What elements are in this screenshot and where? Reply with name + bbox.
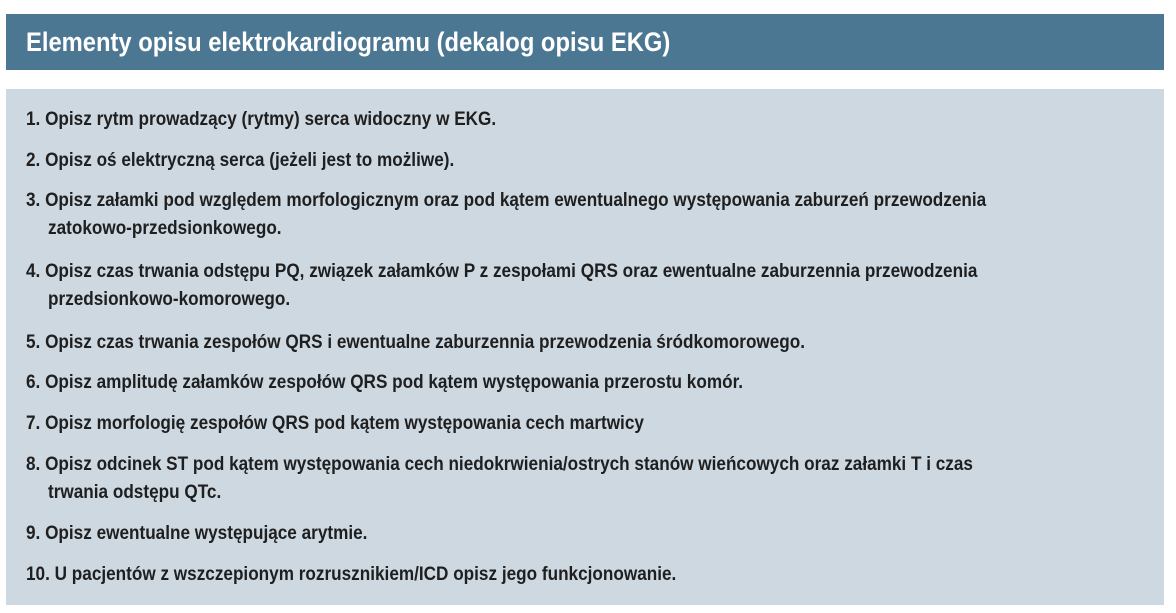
item-number: 2. xyxy=(26,149,41,171)
list-item xyxy=(26,450,1108,506)
list-item xyxy=(26,409,1108,437)
item-text: Opisz oś elektryczną serca (jeżeli jest to możliwe). xyxy=(45,149,455,171)
item-text-continuation: przedsionkowo-komorowego. xyxy=(48,288,291,310)
list-item xyxy=(26,186,1108,242)
item-number: 5. xyxy=(26,331,41,353)
list-item xyxy=(26,328,1108,356)
item-text: Opisz amplitudę załamków zespołów QRS pod kątem występowania przerostu komór. xyxy=(45,371,744,393)
item-text: Opisz czas trwania odstępu PQ, związek załamków P z zespołami QRS oraz ewentualne zaburzennia przewodzenia xyxy=(45,260,978,282)
item-text: Opisz rytm prowadzący (rytmy) serca widoczny w EKG. xyxy=(45,108,497,130)
item-text: Opisz załamki pod względem morfologicznym oraz pod kątem ewentualnego występowania zaburzeń przewodzenia xyxy=(45,189,987,211)
item-number: 8. xyxy=(26,453,41,475)
list-item xyxy=(26,368,1108,396)
list-item xyxy=(26,560,1108,588)
item-text: U pacjentów z wszczepionym rozrusznikiem/ICD opisz jego funkcjonowanie. xyxy=(54,563,677,585)
item-number: 10. xyxy=(26,563,50,585)
item-text: Opisz ewentualne występujące arytmie. xyxy=(45,522,368,544)
item-text-continuation: zatokowo-przedsionkowego. xyxy=(48,217,282,239)
item-text-continuation: trwania odstępu QTc. xyxy=(48,481,222,503)
item-number: 4. xyxy=(26,260,41,282)
item-number: 9. xyxy=(26,522,41,544)
list-item xyxy=(26,257,1108,313)
content-box xyxy=(6,89,1164,605)
list-item xyxy=(26,146,1108,174)
page-title: Elementy opisu elektrokardiogramu (dekalog opisu EKG) xyxy=(26,26,671,57)
item-number: 3. xyxy=(26,189,41,211)
item-number: 6. xyxy=(26,371,41,393)
header-bar xyxy=(6,14,1164,70)
list-item xyxy=(26,519,1108,547)
item-number: 7. xyxy=(26,412,41,434)
item-text: Opisz morfologię zespołów QRS pod kątem występowania cech martwicy xyxy=(45,412,644,434)
list-item xyxy=(26,105,1108,133)
item-number: 1. xyxy=(26,108,41,130)
item-text: Opisz czas trwania zespołów QRS i ewentualne zaburzennia przewodzenia śródkomorowego. xyxy=(45,331,806,353)
item-text: Opisz odcinek ST pod kątem występowania cech niedokrwienia/ostrych stanów wieńcowych oraz załamki T i czas xyxy=(45,453,973,475)
